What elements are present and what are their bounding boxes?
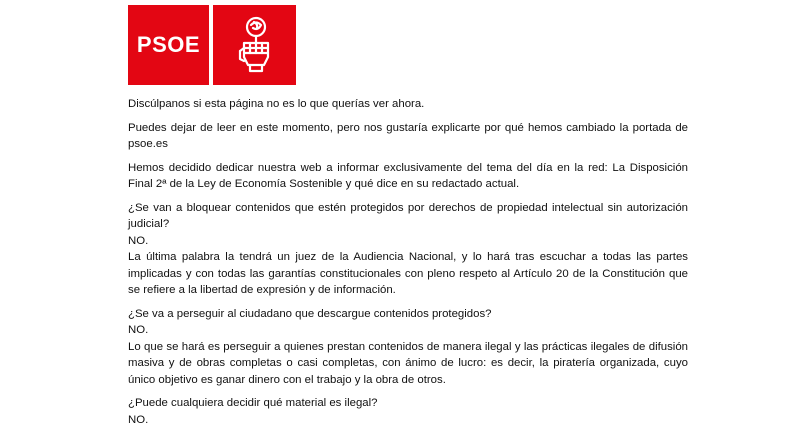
qa-block-3 [128, 395, 688, 428]
answer-3: NO. [128, 413, 149, 426]
qa-block-2 [128, 306, 688, 389]
answer-2: NO. [128, 324, 149, 336]
question-2: ¿Se va a perseguir al ciudadano que descargue contenidos protegidos? [128, 307, 492, 320]
logo-text: PSOE [128, 5, 209, 85]
intro-paragraph-3: Hemos decidido dedicar nuestra web a informar exclusivamente del tema del día en la red: La Disposición Final 2ª de la Ley de Economía Sostenible y qué dice en su redactado actual. [128, 161, 688, 190]
psoe-logo [128, 5, 296, 85]
main-content [128, 96, 688, 435]
qa-block-1 [128, 200, 688, 299]
intro-paragraph-2: Puedes dejar de leer en este momento, pero nos gustaría explicarte por qué hemos cambiado la portada de psoe.es [128, 121, 688, 150]
question-1: ¿Se van a bloquear contenidos que estén protegidos por derechos de propiedad intelectual sin autorización judicial? [128, 201, 688, 230]
answer-1: NO. [128, 234, 149, 247]
explanation-2: Lo que se hará es perseguir a quienes prestan contenidos de manera ilegal y las prácticas ilegales de difusión masiva y de obras completas o casi completas, con ánimo de lucro: es decir, la piratería organizada, cuyo único objetivo es ganar dinero con el trabajo y la obra de otros. [128, 340, 688, 386]
fist-rose-icon [213, 5, 296, 85]
intro-paragraph-1: Discúlpanos si esta página no es lo que querías ver ahora. [128, 98, 425, 110]
explanation-1: La última palabra la tendrá un juez de la Audiencia Nacional, y lo hará tras escuchar a todas las partes implicadas y con todas las garantías constitucionales con pleno respeto al Artículo 20 de la Constitución que se refiere a la libertad de expresión y de información. [128, 251, 688, 296]
question-3: ¿Puede cualquiera decidir qué material es ilegal? [128, 397, 378, 409]
